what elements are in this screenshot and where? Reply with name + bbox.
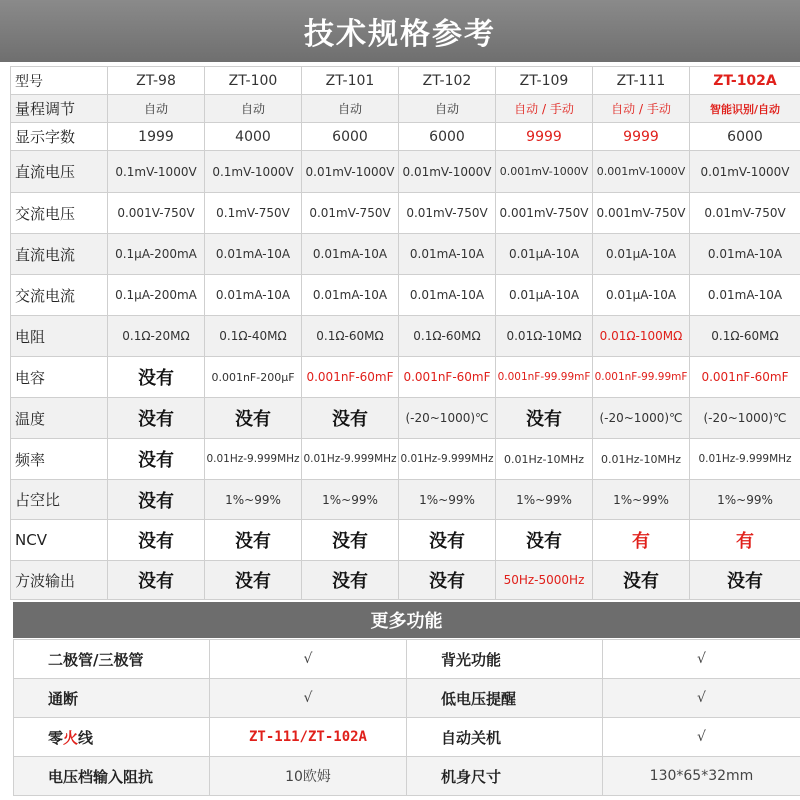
spec-cell: 0.001nF-60mF bbox=[690, 357, 800, 398]
feature-row bbox=[14, 757, 800, 796]
spec-cell: 自动 / 手动 bbox=[593, 95, 690, 123]
feature-row bbox=[14, 640, 800, 679]
spec-cell: 有 bbox=[690, 520, 800, 561]
spec-cell: 0.001nF-60mF bbox=[302, 357, 399, 398]
spec-cell: 0.001V-750V bbox=[108, 193, 205, 234]
model-cell: ZT-109 bbox=[496, 67, 593, 95]
spec-row bbox=[11, 561, 800, 600]
spec-cell: 1%~99% bbox=[205, 480, 302, 520]
feature-row bbox=[14, 679, 800, 718]
spec-cell: 0.01mA-10A bbox=[302, 234, 399, 275]
spec-table bbox=[10, 66, 800, 600]
spec-row bbox=[11, 357, 800, 398]
row-label: 交流电流 bbox=[11, 275, 108, 316]
spec-cell: 没有 bbox=[496, 398, 593, 439]
spec-cell: 0.01Hz-10MHz bbox=[496, 439, 593, 480]
feature-value: ZT-111/ZT-102A bbox=[210, 718, 407, 757]
spec-cell: 4000 bbox=[205, 123, 302, 151]
spec-cell: 自动 bbox=[399, 95, 496, 123]
spec-cell: 0.01Hz-9.999MHz bbox=[399, 439, 496, 480]
feature-row bbox=[14, 718, 800, 757]
feature-label: 背光功能 bbox=[407, 640, 603, 679]
spec-cell: 0.01Hz-10MHz bbox=[593, 439, 690, 480]
spec-cell: 0.01mA-10A bbox=[302, 275, 399, 316]
spec-cell: (-20~1000)℃ bbox=[399, 398, 496, 439]
spec-row bbox=[11, 275, 800, 316]
spec-cell: 0.01μA-10A bbox=[496, 275, 593, 316]
spec-cell: 1%~99% bbox=[399, 480, 496, 520]
spec-cell: 0.01mA-10A bbox=[399, 234, 496, 275]
spec-cell: 0.1Ω-60MΩ bbox=[399, 316, 496, 357]
spec-cell: (-20~1000)℃ bbox=[593, 398, 690, 439]
spec-cell: 0.001mV-1000V bbox=[496, 151, 593, 193]
spec-cell: 0.01mA-10A bbox=[205, 234, 302, 275]
check-icon: √ bbox=[210, 640, 407, 679]
spec-cell: 0.001nF-60mF bbox=[399, 357, 496, 398]
spec-row bbox=[11, 398, 800, 439]
spec-cell: 1%~99% bbox=[690, 480, 800, 520]
spec-cell: 没有 bbox=[302, 398, 399, 439]
spec-cell: 0.001mV-1000V bbox=[593, 151, 690, 193]
model-cell: ZT-98 bbox=[108, 67, 205, 95]
spec-cell: 9999 bbox=[593, 123, 690, 151]
spec-cell: 没有 bbox=[205, 520, 302, 561]
spec-cell: 0.01μA-10A bbox=[593, 275, 690, 316]
spec-cell: (-20~1000)℃ bbox=[690, 398, 800, 439]
spec-cell: 0.1Ω-60MΩ bbox=[302, 316, 399, 357]
spec-cell: 没有 bbox=[496, 520, 593, 561]
spec-cell: 50Hz-5000Hz bbox=[496, 561, 593, 600]
spec-cell: 自动 bbox=[302, 95, 399, 123]
spec-cell: 没有 bbox=[205, 561, 302, 600]
feature-label: 通断 bbox=[14, 679, 210, 718]
spec-cell: 9999 bbox=[496, 123, 593, 151]
spec-cell: 0.01mV-750V bbox=[399, 193, 496, 234]
spec-cell: 0.01mA-10A bbox=[205, 275, 302, 316]
spec-cell: 0.01Hz-9.999MHz bbox=[690, 439, 800, 480]
spec-cell: 6000 bbox=[690, 123, 800, 151]
spec-cell: 没有 bbox=[690, 561, 800, 600]
row-label: 方波输出 bbox=[11, 561, 108, 600]
spec-cell: 0.01μA-10A bbox=[593, 234, 690, 275]
model-cell: ZT-102A bbox=[690, 67, 800, 95]
spec-cell: 0.001mV-750V bbox=[496, 193, 593, 234]
feature-label: 机身尺寸 bbox=[407, 757, 603, 796]
spec-cell: 0.01mV-1000V bbox=[690, 151, 800, 193]
spec-cell: 0.01mV-1000V bbox=[399, 151, 496, 193]
feature-label-part: 零 bbox=[48, 728, 64, 747]
feature-label: 自动关机 bbox=[407, 718, 603, 757]
spec-cell: 0.001nF-200μF bbox=[205, 357, 302, 398]
spec-cell: 0.1mV-1000V bbox=[205, 151, 302, 193]
spec-row bbox=[11, 151, 800, 193]
feature-label: 二极管/三极管 bbox=[14, 640, 210, 679]
row-label: 交流电压 bbox=[11, 193, 108, 234]
feature-label: 低电压提醒 bbox=[407, 679, 603, 718]
spec-cell: 0.01mV-1000V bbox=[302, 151, 399, 193]
spec-cell: 0.01mV-750V bbox=[302, 193, 399, 234]
spec-cell: 没有 bbox=[399, 520, 496, 561]
spec-row bbox=[11, 480, 800, 520]
spec-cell: 0.01mA-10A bbox=[399, 275, 496, 316]
feature-label bbox=[14, 718, 210, 757]
model-cell: ZT-100 bbox=[205, 67, 302, 95]
spec-cell: 0.01mA-10A bbox=[690, 275, 800, 316]
spec-cell: 自动 / 手动 bbox=[496, 95, 593, 123]
spec-cell: 0.001mV-750V bbox=[593, 193, 690, 234]
spec-cell: 1999 bbox=[108, 123, 205, 151]
spec-row bbox=[11, 316, 800, 357]
spec-cell: 0.01Hz-9.999MHz bbox=[302, 439, 399, 480]
row-label: 显示字数 bbox=[11, 123, 108, 151]
spec-row bbox=[11, 520, 800, 561]
more-features-table bbox=[13, 639, 800, 796]
spec-row bbox=[11, 123, 800, 151]
feature-label: 电压档输入阻抗 bbox=[14, 757, 210, 796]
spec-cell: 0.1mV-1000V bbox=[108, 151, 205, 193]
spec-cell: 没有 bbox=[108, 561, 205, 600]
spec-cell: 0.1Ω-60MΩ bbox=[690, 316, 800, 357]
spec-cell: 0.01mA-10A bbox=[690, 234, 800, 275]
spec-row bbox=[11, 234, 800, 275]
spec-cell: 智能识别/自动 bbox=[690, 95, 800, 123]
spec-cell: 0.1Ω-20MΩ bbox=[108, 316, 205, 357]
more-features-title: 更多功能 bbox=[13, 602, 800, 638]
spec-row bbox=[11, 439, 800, 480]
spec-cell: 0.001nF-99.99mF bbox=[496, 357, 593, 398]
spec-cell: 0.1μA-200mA bbox=[108, 275, 205, 316]
spec-cell: 1%~99% bbox=[593, 480, 690, 520]
spec-cell: 0.1μA-200mA bbox=[108, 234, 205, 275]
feature-value: 10欧姆 bbox=[210, 757, 407, 796]
spec-cell: 没有 bbox=[108, 357, 205, 398]
check-icon: √ bbox=[603, 679, 800, 718]
check-icon: √ bbox=[603, 640, 800, 679]
row-label: 电容 bbox=[11, 357, 108, 398]
spec-cell: 没有 bbox=[108, 520, 205, 561]
spec-cell: 没有 bbox=[205, 398, 302, 439]
spec-cell: 0.001nF-99.99mF bbox=[593, 357, 690, 398]
spec-row bbox=[11, 95, 800, 123]
feature-label-part: 线 bbox=[78, 728, 94, 747]
spec-cell: 1%~99% bbox=[302, 480, 399, 520]
spec-cell: 0.01mV-750V bbox=[690, 193, 800, 234]
spec-cell: 没有 bbox=[108, 480, 205, 520]
row-label: 频率 bbox=[11, 439, 108, 480]
row-label: 型号 bbox=[11, 67, 108, 95]
spec-cell: 6000 bbox=[399, 123, 496, 151]
spec-cell: 没有 bbox=[399, 561, 496, 600]
spec-cell: 有 bbox=[593, 520, 690, 561]
row-label: 直流电压 bbox=[11, 151, 108, 193]
spec-cell: 没有 bbox=[108, 398, 205, 439]
spec-cell: 自动 bbox=[108, 95, 205, 123]
model-cell: ZT-101 bbox=[302, 67, 399, 95]
spec-cell: 0.01Ω-100MΩ bbox=[593, 316, 690, 357]
spec-cell: 0.1mV-750V bbox=[205, 193, 302, 234]
spec-cell: 0.01μA-10A bbox=[496, 234, 593, 275]
spec-cell: 没有 bbox=[302, 520, 399, 561]
check-icon: √ bbox=[210, 679, 407, 718]
page-title: 技术规格参考 bbox=[0, 0, 800, 62]
spec-cell: 自动 bbox=[205, 95, 302, 123]
row-label: 占空比 bbox=[11, 480, 108, 520]
feature-label-part: 火 bbox=[63, 728, 79, 747]
spec-cell: 0.01Ω-10MΩ bbox=[496, 316, 593, 357]
check-icon: √ bbox=[603, 718, 800, 757]
spec-row bbox=[11, 193, 800, 234]
feature-value: 130*65*32mm bbox=[603, 757, 800, 796]
spec-cell: 1%~99% bbox=[496, 480, 593, 520]
row-label: 温度 bbox=[11, 398, 108, 439]
row-label: NCV bbox=[11, 520, 108, 561]
spec-cell: 没有 bbox=[108, 439, 205, 480]
row-label: 电阻 bbox=[11, 316, 108, 357]
row-label: 量程调节 bbox=[11, 95, 108, 123]
spec-cell: 0.01Hz-9.999MHz bbox=[205, 439, 302, 480]
model-cell: ZT-111 bbox=[593, 67, 690, 95]
row-label: 直流电流 bbox=[11, 234, 108, 275]
model-cell: ZT-102 bbox=[399, 67, 496, 95]
spec-cell: 0.1Ω-40MΩ bbox=[205, 316, 302, 357]
model-row bbox=[11, 67, 800, 95]
spec-cell: 6000 bbox=[302, 123, 399, 151]
spec-cell: 没有 bbox=[593, 561, 690, 600]
spec-cell: 没有 bbox=[302, 561, 399, 600]
